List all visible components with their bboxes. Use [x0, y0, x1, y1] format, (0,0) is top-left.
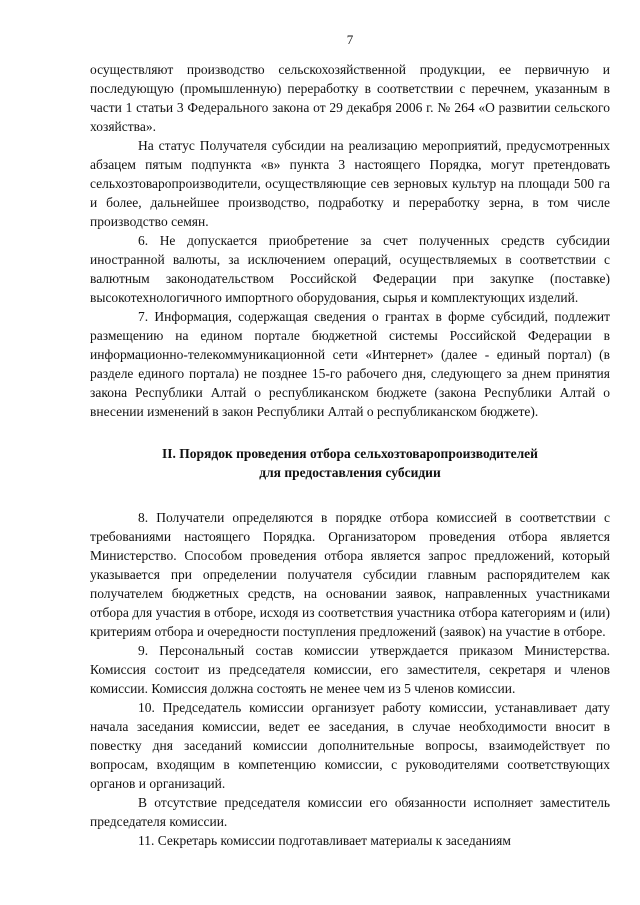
document-page [90, 32, 610, 850]
paragraph-9: 9. Персональный состав комиссии утверждается приказом Министерства. Комиссия состоит из председателя комиссии, его заместителя, секретаря и членов комиссии. Комиссия должна состоять не менее чем из 5 членов комиссии. [90, 643, 610, 696]
paragraph-deputy: В отсутствие председателя комиссии его обязанности исполняет заместитель председателя комиссии. [90, 795, 610, 829]
section-heading [90, 444, 610, 482]
paragraph-recipient-status: На статус Получателя субсидии на реализацию мероприятий, предусмотренных абзацем пятым подпункта «в» пункта 3 настоящего Порядка, могут претендовать сельхозтоваропроизводители, осуществляющие сев зерновых культур на площади 500 га и более, дальнейшее производство, подработку и переработку зерна, в том числе производство семян. [90, 138, 610, 229]
paragraph-10: 10. Председатель комиссии организует работу комиссии, устанавливает дату начала заседания комиссии, ведет ее заседания, в случае необходимости вносит в повестку дня заседаний комиссии дополнительные вопросы, взаимодействует по вопросам, входящим в компетенцию комиссии, с руководителями соответствующих органов и организаций. [90, 700, 610, 791]
paragraph-6: 6. Не допускается приобретение за счет полученных средств субсидии иностранной валюты, за исключением операций, осуществляемых в соответствии с валютным законодательством Российской Федерации при закупке (поставке) высокотехнологичного импортного оборудования, сырья и комплектующих изделий. [90, 233, 610, 305]
section-heading-line-1: II. Порядок проведения отбора сельхозтоваропроизводителей [162, 446, 538, 461]
paragraph-7: 7. Информация, содержащая сведения о грантах в форме субсидий, подлежит размещению на едином портале бюджетной системы Российской Федерации в информационно-телекоммуникационной сети «Интернет» (далее - единый портал) (в разделе единого портала) не позднее 15-го рабочего дня, следующего за днем принятия закона Республики Алтай о республиканском бюджете (закона Республики Алтай о внесении изменений в закон Республики Алтай о республиканском бюджете). [90, 309, 610, 419]
section-heading-line-2: для предоставления субсидии [259, 465, 441, 480]
paragraph-11: 11. Секретарь комиссии подготавливает материалы к заседаниям [138, 833, 511, 848]
page-number: 7 [346, 32, 354, 47]
paragraph-continuation: осуществляют производство сельскохозяйственной продукции, ее первичную и последующую (промышленную) переработку в соответствии с перечнем, указанным в части 1 статьи 3 Федерального закона от 29 декабря 2006 г. № 264 «О развитии сельского хозяйства». [90, 62, 610, 134]
paragraph-8: 8. Получатели определяются в порядке отбора комиссией в соответствии с требованиями настоящего Порядка. Организатором проведения отбора является Министерство. Способом проведения отбора является запрос предложений, который указывается при определении получателя субсидии главным распорядителем как получателем бюджетных средств, на основании заявок, направленных участниками отбора для участия в отборе, исходя из соответствия участника отбора категориям и (или) критериям отбора и очередности поступления предложений (заявок) на участие в отборе. [90, 510, 610, 639]
